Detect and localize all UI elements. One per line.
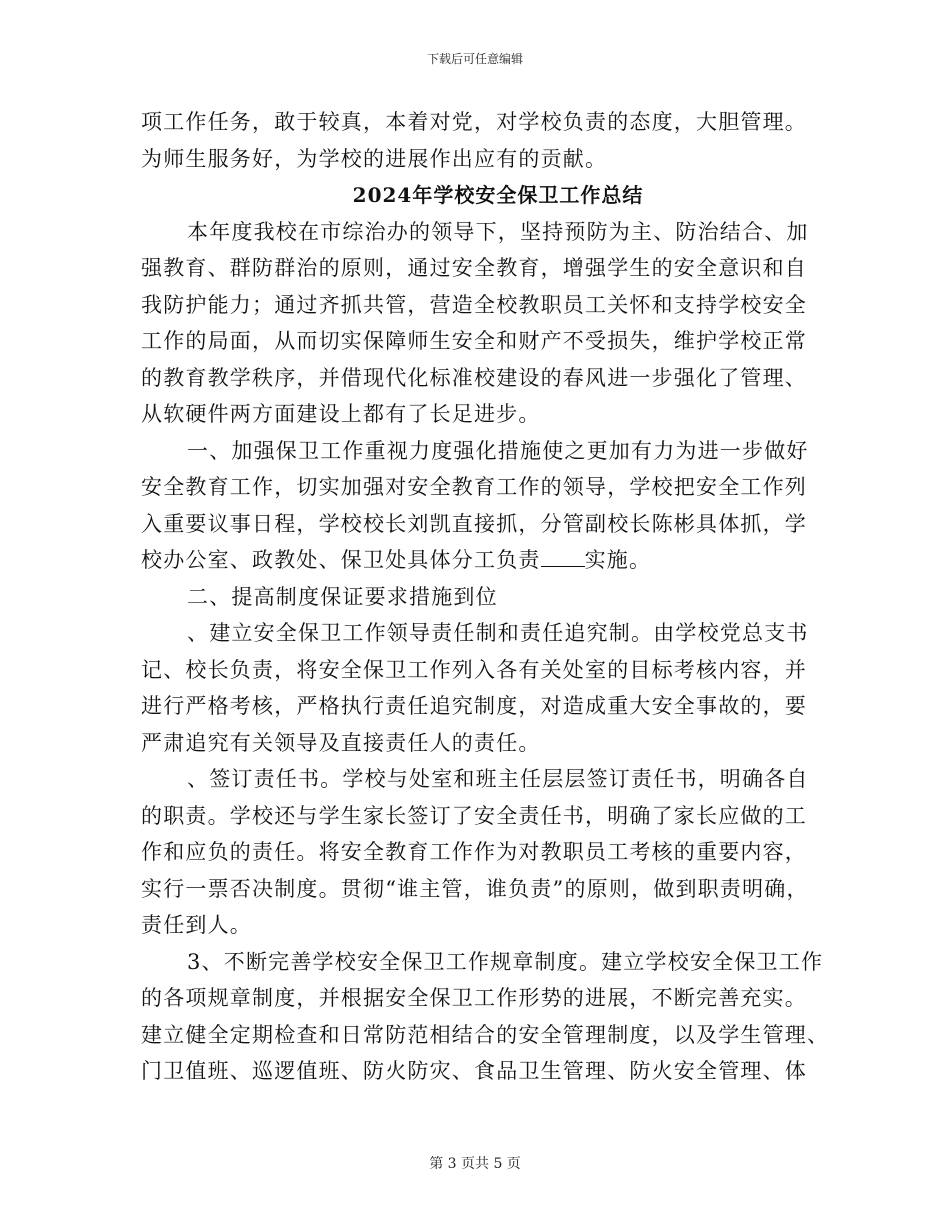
text-line: 我防护能力；通过齐抓共管，营造全校教职员工关怀和支持学校安全 — [141, 292, 807, 317]
text-line: 严肃追究有关领导及直接责任人的责任。 — [141, 730, 541, 755]
section-two-heading: 二、提高制度保证要求措施到位 — [187, 584, 498, 609]
text-line: 从软硬件两方面建设上都有了长足进步。 — [141, 402, 541, 426]
text-line: 责任到人。 — [141, 913, 252, 937]
text-segment: 实施。 — [584, 548, 652, 572]
text-line: 强教育、群防群治的原则，通过安全教育，增强学生的安全意识和自 — [141, 256, 807, 280]
page-footer: 第 3 页共 5 页 — [429, 1156, 521, 1172]
text-line: 工作的局面，从而切实保障师生安全和财产不受损失，维护学校正常 — [141, 329, 807, 353]
fill-blank — [541, 548, 585, 567]
text-line: 安全教育工作，切实加强对安全教育工作的领导，学校把安全工作列 — [141, 475, 807, 499]
text-line-with-blank — [141, 542, 813, 579]
section-one-line: 一、加强保卫工作重视力度强化措施使之更加有力为进一步做好 — [187, 438, 809, 463]
text-line: 的各项规章制度，并根据安全保卫工作形势的进展，不断完善充实。 — [141, 986, 807, 1010]
text-line: 入重要议事日程，学校校长刘凯直接抓，分管副校长陈彬具体抓，学 — [141, 511, 807, 536]
paragraph-intro-line: 本年度我校在市综治办的领导下，坚持预防为主、防治结合、加 — [187, 219, 809, 244]
text-line: 的教育教学秩序，并借现代化标准校建设的春风进一步强化了管理、 — [141, 365, 807, 390]
text-line: 作和应负的责任。将安全教育工作作为对教职员工考核的重要内容， — [141, 840, 807, 864]
text-line: 进行严格考核，严格执行责任追究制度，对造成重大安全事故的，要 — [141, 694, 807, 718]
paragraph-line: 3、不断完善学校安全保卫工作规章制度。建立学校安全保卫工作 — [187, 949, 824, 974]
text-line: 记、校长负责，将安全保卫工作列入各有关处室的目标考核内容，并 — [141, 657, 807, 682]
text-line: 项工作任务，敢于较真，本着对党，对学校负责的态度，大胆管理。 — [141, 110, 807, 134]
text-line: 为师生服务好，为学校的进展作出应有的贡献。 — [141, 146, 608, 171]
text-line: 建立健全定期检查和日常防范相结合的安全管理制度，以及学生管理、 — [141, 1022, 830, 1047]
document-body — [141, 104, 830, 1090]
paragraph-line: 、签订责任书。学校与处室和班主任层层签订责任书，明确各自 — [187, 767, 809, 791]
text-line: 的职责。学校还与学生家长签订了安全责任书，明确了家长应做的工 — [141, 803, 807, 828]
document-title: 2024年学校安全保卫工作总结 — [352, 183, 644, 207]
paragraph-line: 、建立安全保卫工作领导责任制和责任追究制。由学校党总支书 — [187, 621, 809, 645]
text-line: 门卫值班、巡逻值班、防火防灾、食品卫生管理、防火安全管理、体 — [141, 1059, 807, 1083]
text-line: 实行一票否决制度。贯彻“谁主管，谁负责”的原则，做到职责明确， — [141, 876, 809, 901]
page-header: 下载后可任意编辑 — [426, 52, 523, 66]
text-segment: 校办公室、政教处、保卫处具体分工负责 — [141, 548, 541, 572]
